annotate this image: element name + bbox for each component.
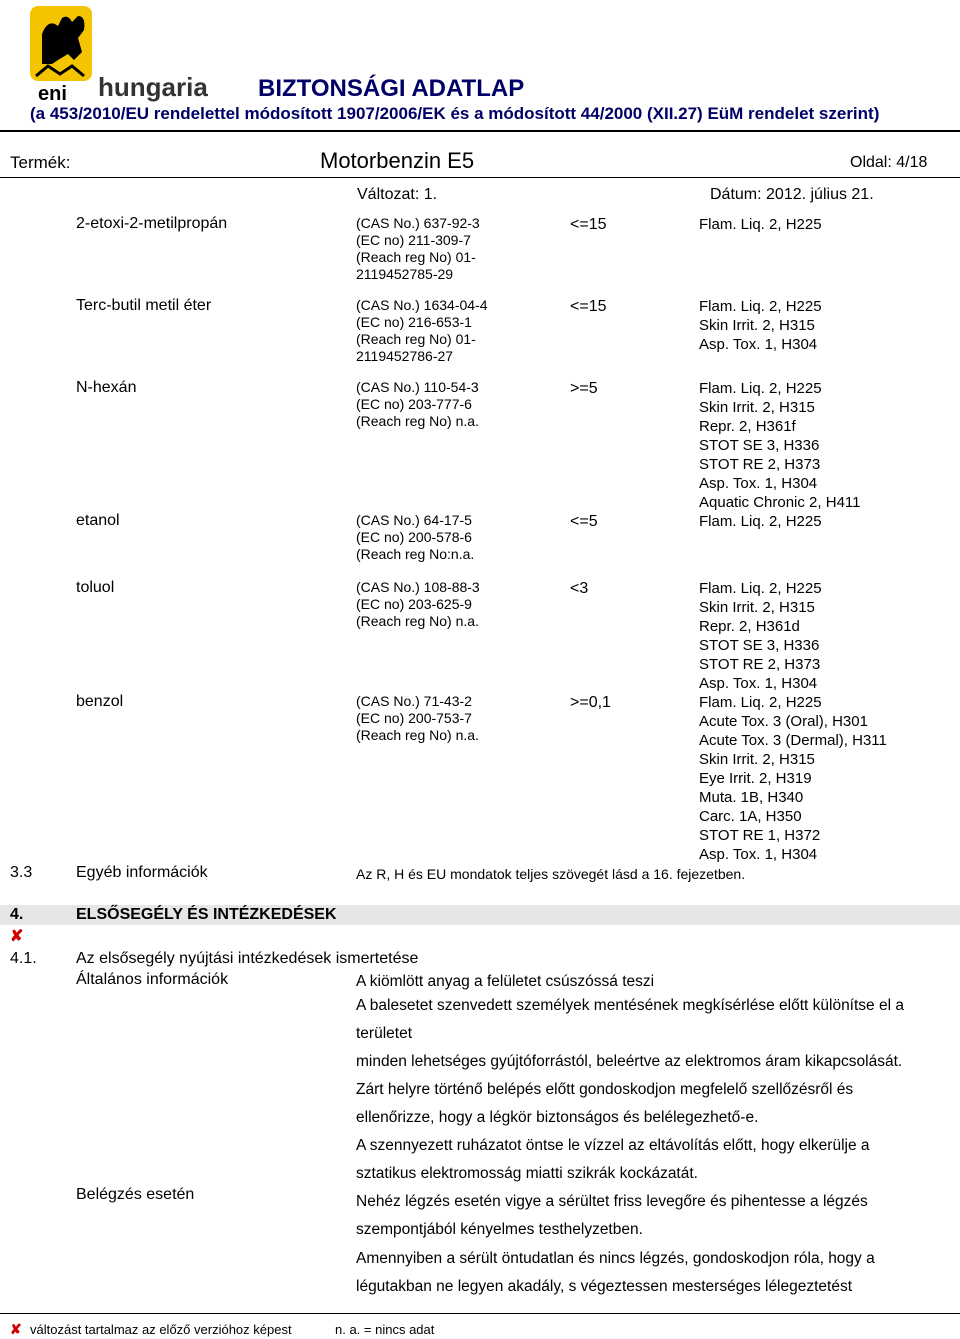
eni-logo <box>28 4 208 102</box>
component-name: benzol <box>76 693 124 710</box>
footer-na-note: n. a. = nincs adat <box>335 1322 435 1337</box>
component-concentration: >=0,1 <box>570 694 611 711</box>
component-id: (Reach reg No) 01- <box>356 331 476 347</box>
section-3-3-number: 3.3 <box>10 864 33 881</box>
component-id: (Reach reg No) 01- <box>356 249 476 265</box>
general-info-line: sztatikus elektromosság miatti szikrák kockázatát. <box>356 1165 698 1182</box>
component-id: (Reach reg No:n.a. <box>356 546 475 562</box>
general-info-label: Általános információk <box>76 971 229 988</box>
subsection-4-1-title: Az elsősegély nyújtási intézkedések ismertetése <box>76 950 419 967</box>
header-divider <box>0 130 960 132</box>
component-hazard: STOT RE 2, H373 <box>699 456 821 473</box>
component-hazard: Repr. 2, H361f <box>699 418 796 435</box>
component-hazard: Flam. Liq. 2, H225 <box>699 380 822 397</box>
inhalation-line: szempontjából kényelmes testhelyzetben. <box>356 1221 643 1238</box>
component-hazard: Flam. Liq. 2, H225 <box>699 694 822 711</box>
change-mark-icon: ✘ <box>10 928 24 945</box>
inhalation-line: légutakban ne legyen akadály, s végeztessen mesterséges lélegeztetést <box>356 1278 853 1295</box>
document-subtitle: (a 453/2010/EU rendelettel módosított 1907/2006/EK és a módosított 44/2000 (XII.27) EüM rendelet szerint) <box>30 104 880 123</box>
component-id: (CAS No.) 108-88-3 <box>356 579 480 595</box>
component-id: 2119452785-29 <box>356 266 454 282</box>
document-title: BIZTONSÁGI ADATLAP <box>258 75 525 102</box>
subsection-4-1-number: 4.1. <box>10 950 37 967</box>
component-name: N-hexán <box>76 379 137 396</box>
component-id: 2119452786-27 <box>356 348 454 364</box>
component-hazard: Skin Irrit. 2, H315 <box>699 317 815 334</box>
component-name: 2-etoxi-2-metilpropán <box>76 215 228 232</box>
component-hazard: Flam. Liq. 2, H225 <box>699 513 822 530</box>
other-info-text: Az R, H és EU mondatok teljes szövegét lásd a 16. fejezetben. <box>356 866 746 882</box>
other-info-label: Egyéb információk <box>76 864 208 881</box>
logo-text: eni <box>38 83 67 102</box>
component-id: (CAS No.) 71-43-2 <box>356 693 472 709</box>
component-hazard: STOT SE 3, H336 <box>699 437 820 454</box>
general-info-line: A balesetet szenvedett személyek mentésének megkísérlése előtt különítse el a <box>356 997 904 1014</box>
product-name: Motorbenzin E5 <box>320 148 475 173</box>
inhalation-line: Amennyiben a sérült öntudatlan és nincs légzés, gondoskodjon róla, hogy a <box>356 1250 875 1267</box>
component-id: (Reach reg No) n.a. <box>356 413 479 429</box>
component-hazard: Muta. 1B, H340 <box>699 789 804 806</box>
date: Dátum: 2012. július 21. <box>710 186 874 203</box>
component-hazard: STOT SE 3, H336 <box>699 637 820 654</box>
footer-change-mark-icon: ✘ <box>10 1321 22 1337</box>
component-hazard: Flam. Liq. 2, H225 <box>699 216 822 233</box>
section-4-header <box>0 905 960 925</box>
component-id: (CAS No.) 64-17-5 <box>356 512 472 528</box>
footer-divider <box>0 1313 960 1314</box>
component-concentration: <=15 <box>570 216 607 233</box>
product-divider <box>0 177 960 178</box>
component-hazard: Eye Irrit. 2, H319 <box>699 770 812 787</box>
section-4-title: ELSŐSEGÉLY ÉS INTÉZKEDÉSEK <box>76 906 337 923</box>
component-concentration: >=5 <box>570 380 598 397</box>
component-id: (EC no) 203-625-9 <box>356 596 472 612</box>
component-id: (CAS No.) 637-92-3 <box>356 215 480 231</box>
component-hazard: Skin Irrit. 2, H315 <box>699 751 815 768</box>
component-hazard: STOT RE 1, H372 <box>699 827 821 844</box>
general-info-line: minden lehetséges gyújtóforrástól, beleértve az elektromos áram kikapcsolását. <box>356 1053 903 1070</box>
component-id: (EC no) 203-777-6 <box>356 396 472 412</box>
version: Változat: 1. <box>357 186 438 203</box>
general-info-line: A szennyezett ruházatot öntse le vízzel az eltávolítás előtt, hogy elkerülje a <box>356 1137 870 1154</box>
component-hazard: Flam. Liq. 2, H225 <box>699 298 822 315</box>
component-concentration: <3 <box>570 580 589 597</box>
logo-subtext: hungaria <box>98 72 208 102</box>
component-hazard: Repr. 2, H361d <box>699 618 800 635</box>
component-id: (EC no) 216-653-1 <box>356 314 472 330</box>
component-id: (Reach reg No) n.a. <box>356 613 479 629</box>
component-hazard: Asp. Tox. 1, H304 <box>699 475 818 492</box>
general-info-line: Zárt helyre történő belépés előtt gondoskodjon megfelelő szellőzésről és <box>356 1081 854 1098</box>
component-name: toluol <box>76 579 115 596</box>
component-concentration: <=15 <box>570 298 607 315</box>
component-id: (EC no) 200-753-7 <box>356 710 472 726</box>
component-hazard: Asp. Tox. 1, H304 <box>699 336 818 353</box>
general-info-line: területet <box>356 1025 413 1042</box>
component-hazard: Asp. Tox. 1, H304 <box>699 675 818 692</box>
component-name: Terc-butil metil éter <box>76 297 212 314</box>
inhalation-label: Belégzés esetén <box>76 1186 195 1203</box>
component-hazard: Carc. 1A, H350 <box>699 808 802 825</box>
page-number: Oldal: 4/18 <box>850 154 928 171</box>
component-id: (Reach reg No) n.a. <box>356 727 479 743</box>
component-hazard: STOT RE 2, H373 <box>699 656 821 673</box>
component-id: (CAS No.) 1634-04-4 <box>356 297 488 313</box>
component-hazard: Flam. Liq. 2, H225 <box>699 580 822 597</box>
component-id: (CAS No.) 110-54-3 <box>356 379 479 395</box>
component-hazard: Skin Irrit. 2, H315 <box>699 399 815 416</box>
component-id: (EC no) 211-309-7 <box>356 232 471 248</box>
general-info-line: A kiömlött anyag a felületet csúszóssá teszi <box>356 973 655 990</box>
component-hazard: Asp. Tox. 1, H304 <box>699 846 818 863</box>
general-info-line: ellenőrizze, hogy a légkör biztonságos és belélegezhető-e. <box>356 1109 759 1126</box>
component-hazard: Aquatic Chronic 2, H411 <box>699 494 861 511</box>
component-concentration: <=5 <box>570 513 598 530</box>
component-hazard: Acute Tox. 3 (Oral), H301 <box>699 713 868 730</box>
footer-change-note: változást tartalmaz az előző verzióhoz képest <box>30 1322 292 1337</box>
product-label: Termék: <box>10 153 71 172</box>
component-name: etanol <box>76 512 120 529</box>
inhalation-line: Nehéz légzés esetén vigye a sérültet friss levegőre és pihentesse a légzés <box>356 1193 868 1210</box>
component-id: (EC no) 200-578-6 <box>356 529 472 545</box>
component-hazard: Skin Irrit. 2, H315 <box>699 599 815 616</box>
component-hazard: Acute Tox. 3 (Dermal), H311 <box>699 732 887 749</box>
section-4-number: 4. <box>10 906 24 923</box>
